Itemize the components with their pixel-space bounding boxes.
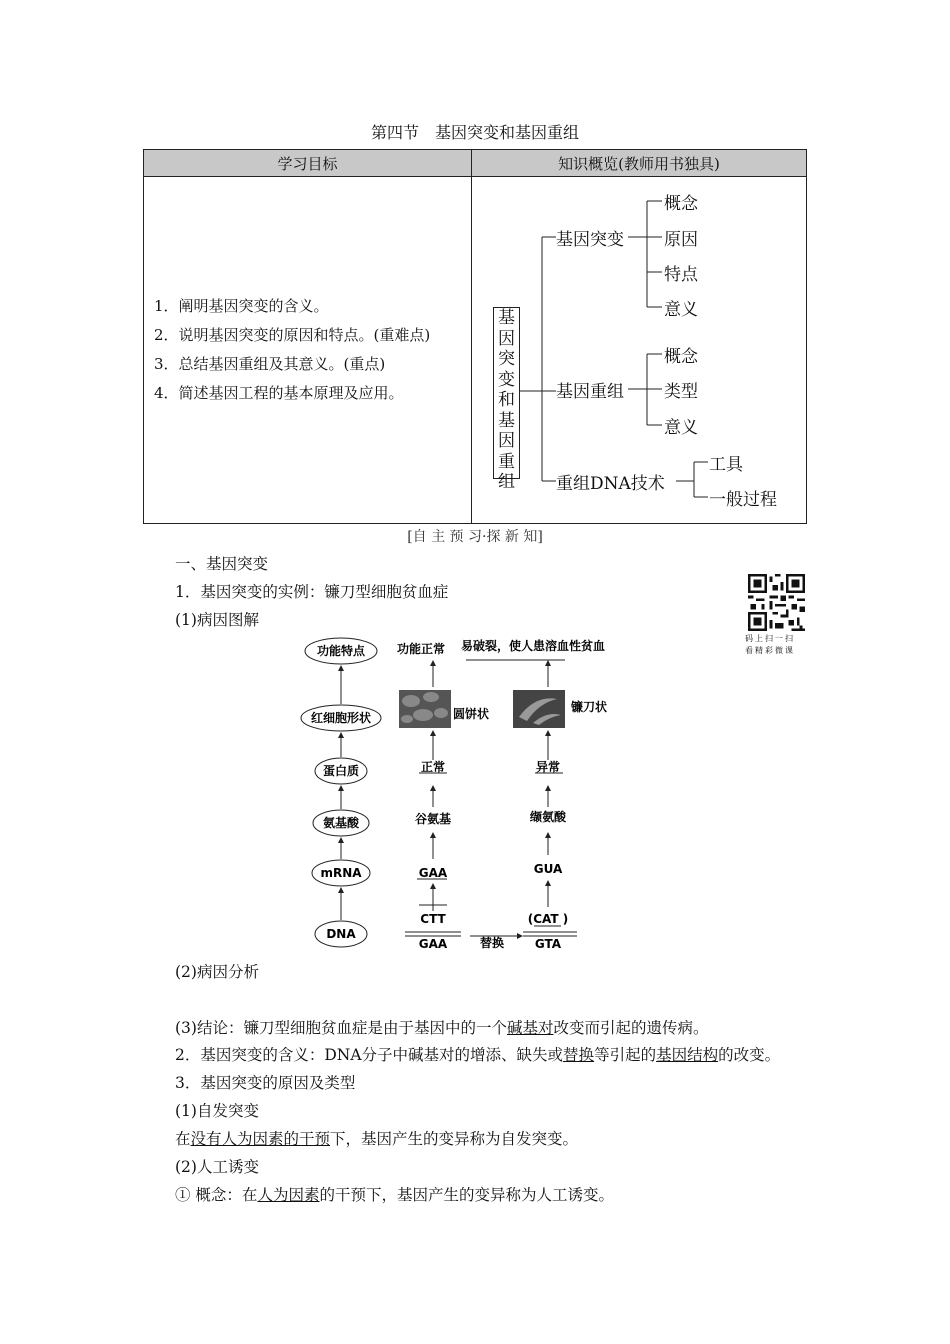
substitution-label: 替换: [479, 936, 505, 950]
spontaneous-mutation-paragraph: 在没有人为因素的干预下，基因产生的变异称为自发突变。: [175, 1130, 579, 1148]
mutant-dna-top: (CAT ): [527, 912, 569, 926]
level-label: 功能特点: [316, 644, 366, 658]
tree-leaf: 原因: [664, 230, 698, 250]
conclusion-paragraph: (3)结论：镰刀型细胞贫血症是由于基因中的一个碱基对改变而引起的遗传病。: [175, 1019, 709, 1037]
goal-item: 4．简述基因工程的基本原理及应用。: [154, 384, 404, 402]
blank-answer: 人为因素: [257, 1186, 320, 1204]
cause-diagram: [295, 633, 635, 955]
tree-leaf: 类型: [664, 382, 698, 402]
qr-caption: 码上扫一扫: [745, 634, 795, 643]
mutant-amino-acid: 缬氨酸: [529, 810, 567, 824]
mutant-dna-bottom: GTA: [534, 937, 562, 951]
blank-answer: 没有人为因素的干预: [190, 1130, 331, 1148]
paragraph: 3．基因突变的原因及类型: [175, 1074, 356, 1092]
goals-header: 学习目标: [144, 150, 472, 177]
tree-branch-recombination: 基因重组: [556, 382, 624, 402]
tree-leaf: 一般过程: [709, 490, 777, 510]
paragraph: (2)病因分析: [175, 963, 259, 981]
normal-dna-top: CTT: [420, 912, 446, 926]
mutant-protein: 异常: [535, 760, 561, 774]
page-title: 第四节 基因突变和基因重组: [370, 123, 579, 142]
induced-mutation-paragraph: ① 概念：在人为因素的干预下，基因产生的变异称为人工诱变。: [175, 1186, 614, 1204]
blank-answer: 碱基对: [506, 1019, 554, 1037]
mutant-function: 易破裂，使人患溶血性贫血: [461, 639, 606, 653]
tree-leaf: 工具: [709, 455, 743, 475]
blank-answer: 基因结构: [656, 1046, 719, 1064]
level-label: 红细胞形状: [310, 711, 372, 725]
overview-header: 知识概览(教师用书独具): [472, 150, 807, 177]
paragraph: 1．基因突变的实例：镰刀型细胞贫血症: [175, 583, 449, 601]
normal-protein: 正常: [420, 760, 446, 774]
tree-leaf: 意义: [664, 300, 698, 320]
tree-leaf: 特点: [664, 265, 698, 285]
paragraph: (1)自发突变: [175, 1102, 259, 1120]
normal-shape: 圆饼状: [452, 707, 490, 721]
mutant-shape: 镰刀状: [570, 700, 608, 714]
goal-item: 2．说明基因突变的原因和特点。(重难点): [154, 326, 431, 344]
level-label: DNA: [326, 927, 356, 941]
tree-branch-mutation: 基因突变: [556, 230, 624, 250]
heading-gene-mutation: 一、基因突变: [175, 555, 269, 573]
definition-paragraph: 2．基因突变的含义：DNA分子中碱基对的增添、缺失或替换等引起的基因结构的改变。: [175, 1046, 781, 1064]
blank-answer: 替换: [563, 1046, 595, 1064]
tree-leaf: 概念: [664, 194, 698, 214]
goals-cell: [144, 177, 472, 524]
qr-code-icon[interactable]: [748, 574, 805, 631]
overview-cell: [472, 177, 807, 524]
tree-root: 基 因 突 变 和 基 因 重 组: [493, 307, 520, 479]
level-label: 蛋白质: [322, 764, 360, 778]
knowledge-tree: [472, 177, 806, 523]
level-label: 氨基酸: [322, 816, 360, 830]
qr-caption: 看精彩微课: [745, 646, 795, 655]
paragraph: (1)病因图解: [175, 611, 259, 629]
goal-item: 1．阐明基因突变的含义。: [154, 297, 329, 315]
normal-dna-bottom: GAA: [418, 937, 448, 951]
normal-mrna: GAA: [418, 866, 448, 880]
mutant-mrna: GUA: [533, 862, 563, 876]
tree-branch-dna-tech: 重组DNA技术: [556, 474, 665, 494]
goal-item: 3．总结基因重组及其意义。(重点): [154, 355, 386, 373]
outline-table: [143, 149, 807, 524]
tree-leaf: 意义: [664, 418, 698, 438]
tree-leaf: 概念: [664, 347, 698, 367]
paragraph: (2)人工诱变: [175, 1158, 259, 1176]
level-label: mRNA: [320, 866, 362, 880]
section-tag: [自 主 预 习·探 新 知]: [407, 529, 543, 545]
normal-function: 功能正常: [396, 642, 446, 656]
normal-amino-acid: 谷氨基: [414, 812, 452, 826]
